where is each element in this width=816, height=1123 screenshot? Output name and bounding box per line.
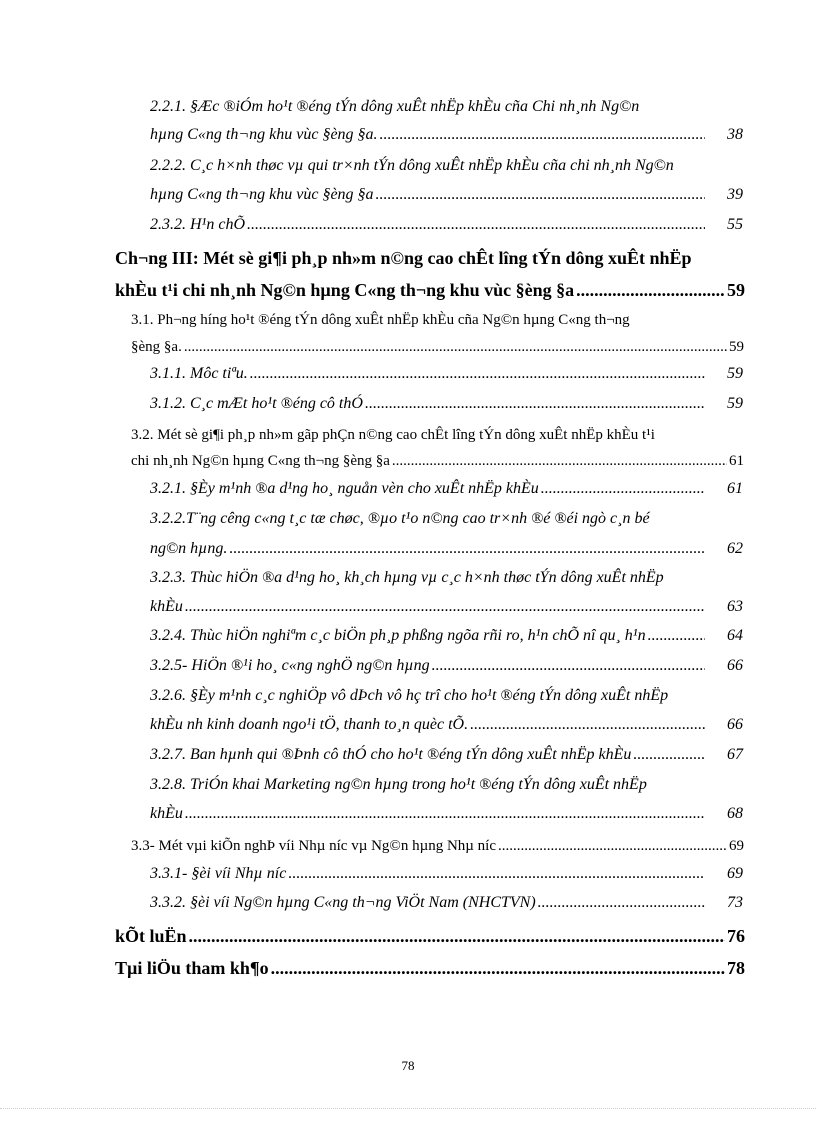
toc-entry-text: 3.3.2. §èi víi Ng©n hµng C«ng th¬ng ViÖt Nam (NHCTVN) [150, 894, 536, 911]
toc-entry [150, 157, 743, 187]
toc-section [131, 312, 744, 342]
toc-entry [150, 480, 743, 510]
page-bottom-rule [0, 1108, 816, 1109]
toc-entry-text: kÕt luËn [115, 926, 187, 946]
toc-entry-text: 3.1.2. C¸c mÆt ho¹t ®éng cô thÓ [150, 395, 363, 412]
leader-dots [432, 657, 705, 675]
chapter-heading [115, 926, 745, 956]
toc-entry-text: khÈu [150, 598, 183, 615]
toc-entry-text: 3.2.7. Ban hµnh qui ®Þnh cô thÓ cho ho¹t ®éng tÝn dông xuÊt nhËp khÈu [150, 746, 632, 763]
toc-page-number: 69 [729, 838, 744, 854]
toc-entry [150, 540, 743, 570]
toc-entry [150, 216, 743, 246]
toc-page-number: 59 [727, 365, 743, 382]
toc-entry-text: Tµi liÖu tham kh¶o [115, 958, 269, 978]
toc-entry-text: hµng C«ng th¬ng khu vùc §èng §a [150, 186, 374, 203]
toc-entry-text: 3.1.1. Môc tiªu. [150, 365, 248, 382]
toc-entry-text: 3.2.5- HiÖn ®¹i ho¸ c«ng nghÖ ng©n hµng [150, 657, 430, 674]
leader-dots [288, 865, 705, 883]
toc-entry-text: hµng C«ng th¬ng khu vùc §èng §a. [150, 126, 378, 143]
toc-entry [150, 365, 743, 395]
toc-entry-text: 3.2. Mét sè gi¶i ph¸p nh»m gãp phÇn n©ng cao chÊt lîng tÝn dông xuÊt nhËp khÈu t¹i [131, 427, 655, 443]
toc-entry [150, 627, 743, 657]
toc-page-number: 59 [727, 280, 745, 300]
toc-entry-text: 3.1. Ph¬ng híng ho¹t ®éng tÝn dông xuÊt nhËp khÈu cña Ng©n hµng C«ng th¬ng [131, 312, 630, 328]
toc-entry [150, 569, 743, 599]
toc-entry-text: 3.2.2.T¨ng cêng c«ng t¸c tæ chøc, ®µo t¹o n©ng cao tr×nh ®é ®éi ngò c¸n bé [150, 510, 650, 527]
toc-entry [150, 98, 743, 128]
toc-page-number: 76 [727, 926, 745, 946]
toc-entry [150, 894, 743, 924]
toc-entry-text: 2.2.1. §Æc ®iÓm ho¹t ®éng tÝn dông xuÊt nhËp khÈu cña Chi nh¸nh Ng©n [150, 98, 640, 115]
leader-dots [271, 958, 725, 979]
leader-dots [648, 627, 705, 645]
toc-entry [150, 126, 743, 156]
chapter-heading [115, 248, 745, 278]
toc-entry-text: ng©n hµng. [150, 540, 228, 557]
leader-dots [498, 838, 727, 855]
toc-page-number: 61 [727, 480, 743, 497]
toc-entry-text: khÈu t¹i chi nh¸nh Ng©n hµng C«ng th¬ng khu vùc §èng §a [115, 280, 575, 300]
page-number: 78 [401, 1058, 415, 1073]
toc-page-number: 55 [727, 216, 743, 233]
toc-page-number: 59 [729, 339, 744, 355]
toc-page-number: 68 [727, 805, 743, 822]
leader-dots [247, 216, 705, 234]
toc-entry-text: 3.2.3. Thùc hiÖn ®a d¹ng ho¸ kh¸ch hµng vµ c¸c h×nh thøc tÝn dông xuÊt nhËp [150, 569, 664, 586]
toc-page-number: 66 [727, 716, 743, 733]
leader-dots [541, 480, 705, 498]
leader-dots [380, 126, 705, 144]
toc-page-number: 38 [727, 126, 743, 143]
toc-entry-text: chi nh¸nh Ng©n hµng C«ng th¬ng §èng §a [131, 453, 390, 469]
leader-dots [470, 716, 705, 734]
leader-dots [365, 395, 705, 413]
leader-dots [229, 540, 705, 558]
toc-entry [150, 510, 743, 540]
toc-entry-text: 2.3.2. H¹n chÕ [150, 216, 246, 233]
toc-entry [150, 598, 743, 628]
leader-dots [189, 926, 725, 947]
toc-entry-text: 3.2.6. §Èy m¹nh c¸c nghiÖp vô dÞch vô hç trî cho ho¹t ®éng tÝn dông xuÊt nhËp [150, 687, 669, 704]
toc-entry [150, 657, 743, 687]
toc-page-number: 66 [727, 657, 743, 674]
toc-entry [150, 186, 743, 216]
toc-page-number: 67 [727, 746, 743, 763]
toc-page-number: 61 [729, 453, 744, 469]
toc-entry-text: 3.2.8. TriÓn khai Marketing ng©n hµng trong ho¹t ®éng tÝn dông xuÊt nhËp [150, 776, 647, 793]
toc-section [131, 453, 744, 483]
leader-dots [376, 186, 705, 204]
leader-dots [184, 339, 727, 356]
toc-entry-text: khÈu [150, 805, 183, 822]
toc-page-number: 59 [727, 395, 743, 412]
toc-entry-text: 2.2.2. C¸c h×nh thøc vµ qui tr×nh tÝn dông xuÊt nhËp khÈu cña chi nh¸nh Ng©n [150, 157, 674, 174]
toc-entry [150, 746, 743, 776]
toc-entry [150, 687, 743, 717]
toc-page-number: 78 [727, 958, 745, 978]
toc-section [131, 838, 744, 868]
toc-entry [150, 865, 743, 895]
chapter-heading [115, 958, 745, 988]
leader-dots [392, 453, 727, 470]
leader-dots [185, 805, 705, 823]
leader-dots [185, 598, 705, 616]
toc-page-number: 63 [727, 598, 743, 615]
chapter-heading [115, 280, 745, 310]
toc-entry-text: §èng §a. [131, 339, 182, 355]
toc-entry [150, 395, 743, 425]
toc-entry [150, 716, 743, 746]
leader-dots [576, 280, 725, 301]
toc-entry [150, 805, 743, 835]
toc-page-number: 69 [727, 865, 743, 882]
toc-page-number: 73 [727, 894, 743, 911]
toc-entry-text: 3.3.1- §èi víi Nhµ níc [150, 865, 287, 882]
leader-dots [633, 746, 705, 764]
toc-page-number: 39 [727, 186, 743, 203]
leader-dots [538, 894, 705, 912]
toc-entry-text: 3.3- Mét vµi kiÕn nghÞ víi Nhµ níc vµ Ng©n hµng Nhµ níc [131, 838, 497, 854]
toc-page-number: 64 [727, 627, 743, 644]
toc-entry-text: 3.2.4. Thùc hiÖn nghiªm c¸c biÖn ph¸p phßng ngõa rñi ro, h¹n chÕ nî qu¸ h¹n [150, 627, 646, 644]
toc-page-number: 62 [727, 540, 743, 557]
toc-entry [150, 776, 743, 806]
toc-entry-text: 3.2.1. §Èy m¹nh ®a d¹ng ho¸ nguån vèn cho xuÊt nhËp khÈu [150, 480, 539, 497]
toc-entry-text: khÈu nh kinh doanh ngo¹i tÖ, thanh to¸n quèc tÕ. [150, 716, 469, 733]
leader-dots [250, 365, 705, 383]
toc-entry-text: Ch¬ng III: Mét sè gi¶i ph¸p nh»m n©ng cao chÊt lîng tÝn dông xuÊt nhËp [115, 248, 692, 268]
